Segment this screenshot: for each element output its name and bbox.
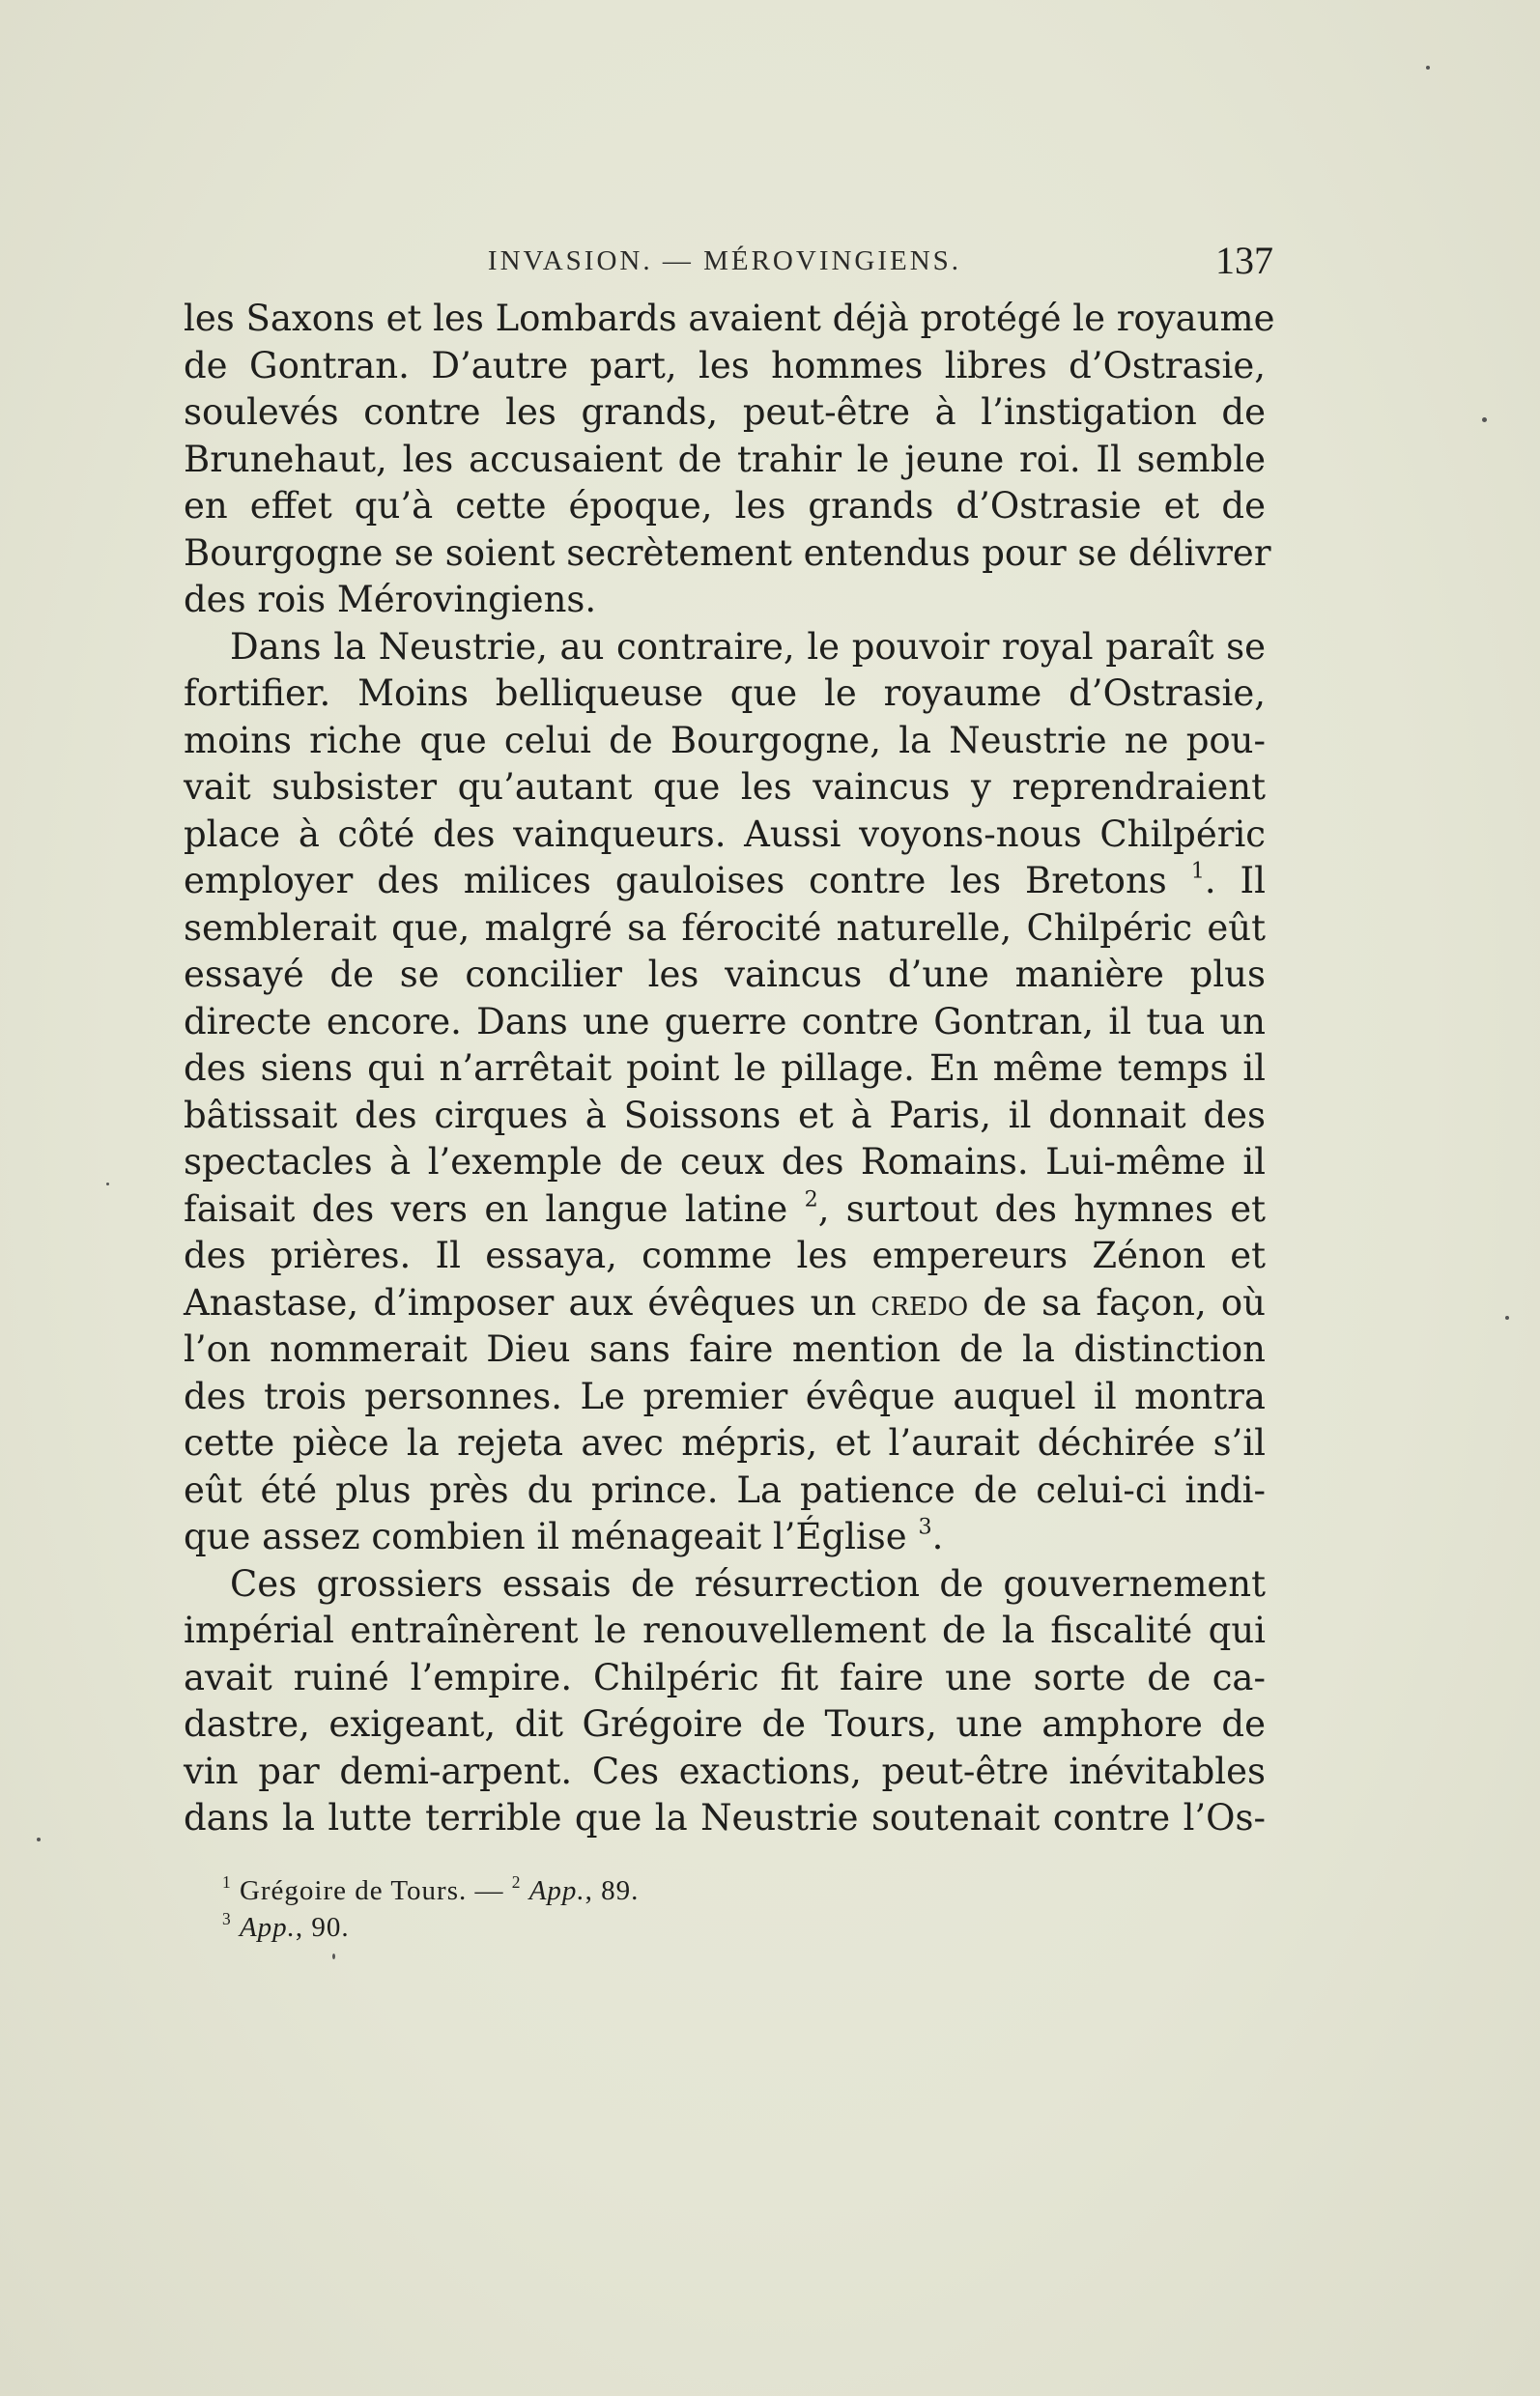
line-tail: . Il (1204, 860, 1266, 901)
running-head (184, 238, 1273, 286)
text-line: des rois Mérovingiens. (184, 579, 597, 620)
text-line: bâtissait des cirques à Soissons et à Paris, il donnait des (184, 1094, 1266, 1136)
running-title: INVASION. — MÉROVINGIENS. (487, 245, 962, 276)
footnote-ref: 3 (918, 1514, 932, 1540)
text-line: impérial entraînèrent le renouvellement de la fiscalité qui (184, 1610, 1266, 1651)
text-line: de Gontran. D’autre part, les hommes libres d’Ostrasie, (184, 344, 1266, 386)
text-line: Ces grossiers essais de résurrection de gouvernement (230, 1562, 1266, 1605)
text-line: dans la lutte terrible que la Neustrie soutenait contre l’Os- (184, 1797, 1266, 1839)
speck-mark (37, 1838, 41, 1841)
footnote-text: Grégoire de Tours. — (239, 1875, 504, 1906)
speck-mark (1426, 66, 1430, 70)
text-line: avait ruiné l’empire. Chilpéric fit faire une sorte de ca- (184, 1656, 1266, 1698)
text-line: semblerait que, malgré sa férocité naturelle, Chilpéric eût (184, 906, 1266, 949)
text-line: les Saxons et les Lombards avaient déjà protégé le royaume (184, 298, 1275, 339)
text-line: cette pièce la rejeta avec mépris, et l’aurait déchirée s’il (184, 1422, 1266, 1464)
footnote-mark: 1 (222, 1871, 232, 1892)
text-line: directe encore. Dans une guerre contre Gontran, il tua un (184, 1000, 1266, 1042)
line-tail: de sa façon, où (968, 1281, 1267, 1324)
speck-mark (106, 1183, 109, 1185)
text-line-with-footnote (184, 1514, 1266, 1561)
footnotes (222, 1872, 1188, 1946)
text-line: des prières. Il essaya, comme les empereurs Zénon et (184, 1235, 1266, 1276)
text-line: essayé de se concilier les vaincus d’une manière plus (184, 954, 1266, 995)
text-line: l’on nommerait Dieu sans faire mention de la distinction (184, 1328, 1266, 1370)
speck-mark (1482, 417, 1487, 422)
text-line: fortifier. Moins belliqueuse que le royaume d’Ostrasie, (184, 672, 1266, 714)
speck-mark (332, 1954, 335, 1959)
text-line: Dans la Neustrie, au contraire, le pouvoir royal paraît se (230, 625, 1266, 668)
text-line: eût été plus près du prince. La patience de celui-ci indi- (184, 1469, 1266, 1511)
footnote-number: , 90. (295, 1912, 350, 1943)
body-text (184, 296, 1275, 1842)
text-line: des siens qui n’arrêtait point le pillage. En même temps il (184, 1047, 1266, 1089)
text-line: vait subsister qu’autant que les vaincus y reprendraient (184, 766, 1266, 808)
text-line: des trois personnes. Le premier évêque auquel il montra (184, 1375, 1266, 1417)
footnote-ref: 2 (804, 1185, 818, 1212)
text-line: moins riche que celui de Bourgogne, la Neustrie ne pou- (184, 719, 1266, 761)
footnote-number: , 89. (585, 1875, 640, 1906)
text-line: place à côté des vainqueurs. Aussi voyons-nous Chilpéric (184, 813, 1266, 855)
line-tail: , surtout des hymnes et (817, 1187, 1266, 1230)
footnote-ref: 1 (1190, 858, 1205, 884)
text-line-with-footnote (184, 858, 1266, 905)
footnote-mark: 2 (511, 1871, 522, 1892)
footnote-1-2 (222, 1872, 1188, 1909)
text-line: spectacles à l’exemple de ceux des Romains. Lui-même il (184, 1141, 1266, 1183)
line-text: Anastase, d’imposer aux évêques un (184, 1281, 857, 1324)
line-text: que assez combien il ménageait l’Église (184, 1516, 907, 1557)
text-line: Brunehaut, les accusaient de trahir le jeune roi. Il semble (184, 438, 1266, 480)
text-line: en effet qu’à cette époque, les grands d’Ostrasie et de (184, 485, 1266, 527)
text-line: vin par demi-arpent. Ces exactions, peut-être inévitables (184, 1750, 1266, 1792)
text-line: soulevés contre les grands, peut-être à l’instigation de (184, 391, 1266, 433)
smallcaps-word: credo (870, 1281, 969, 1324)
speck-mark (1505, 1316, 1509, 1320)
footnote-ref-abbrev: App. (528, 1875, 585, 1906)
line-text: faisait des vers en langue latine (184, 1187, 788, 1230)
line-text: employer des milices gauloises contre les Bretons (184, 860, 1167, 901)
footnote-ref-abbrev: App. (239, 1912, 296, 1943)
footnote-3 (222, 1909, 1188, 1946)
footnote-mark: 3 (222, 1908, 232, 1928)
text-line: Bourgogne se soient secrètement entendus pour se délivrer (184, 531, 1271, 574)
text-line-with-footnote (184, 1186, 1266, 1234)
line-tail: . (931, 1516, 944, 1557)
page-number: 137 (1215, 239, 1273, 282)
text-line: dastre, exigeant, dit Grégoire de Tours, une amphore de (184, 1703, 1266, 1745)
text-line-with-smallcaps (184, 1280, 1266, 1327)
